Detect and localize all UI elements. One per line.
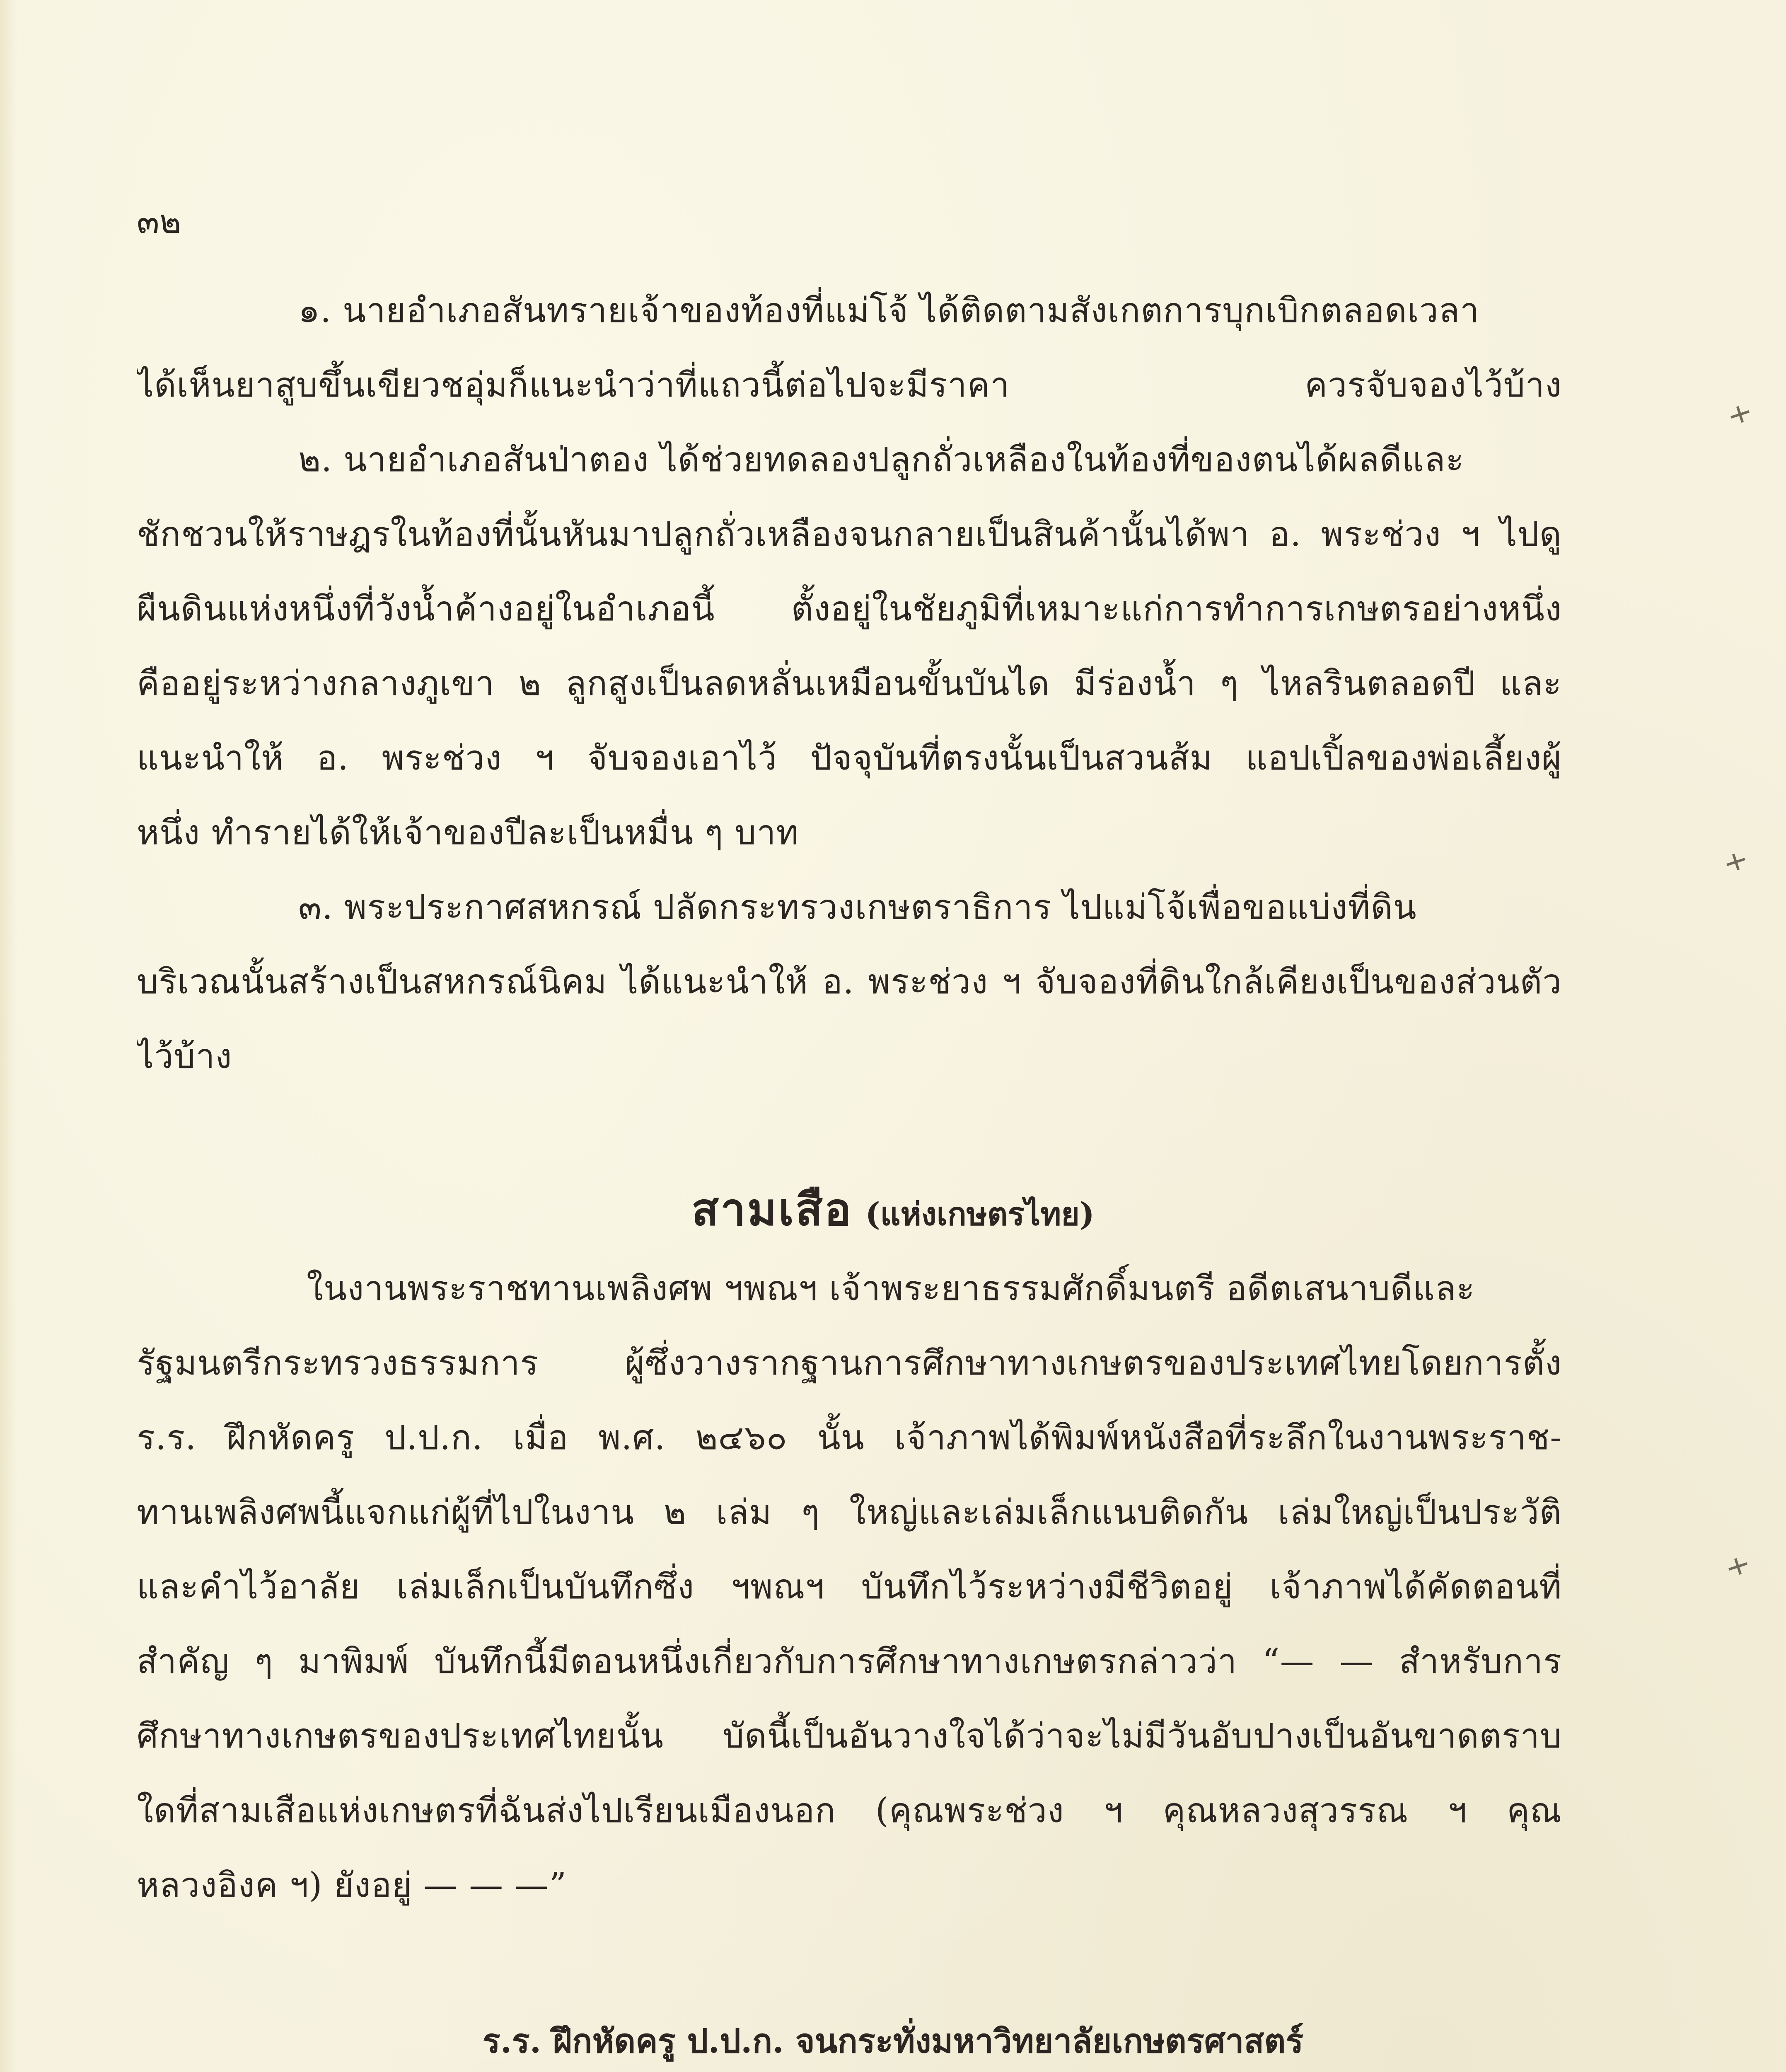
text-line: ๑. นายอำเภอสันทรายเจ้าของท้องที่แม่โจ้ ได้ติดตามสังเกตการบุกเบิกตลอดเวลา (298, 291, 1480, 330)
text-line: บริเวณนั้นสร้างเป็นสหกรณ์นิคม ได้แนะนำให้ อ. พระช่วง ฯ จับจองที่ดินใกล้เคียงเป็นของส่วนตัว (137, 962, 1562, 1002)
text-line: ไว้บ้าง (137, 1037, 232, 1076)
text-line: สำคัญ ๆ มาพิมพ์ บันทึกนี้มีตอนหนึ่งเกี่ยวกับการศึกษาทางเกษตรกล่าวว่า “— — สำหรับการ (137, 1642, 1562, 1681)
section-subheading: ร.ร. ฝึกหัดครู ป.ป.ก. จนกระทั่งมหาวิทยาลัยเกษตรศาสตร์ (482, 2021, 1304, 2060)
heading-subtitle: (แห่งเกษตรไทย) (865, 1196, 1095, 1232)
text-line: ๓. พระประกาศสหกรณ์ ปลัดกระทรวงเกษตราธิการ ไปแม่โจ้เพื่อขอแบ่งที่ดิน (298, 888, 1417, 927)
page-number: ๓๒ (137, 202, 181, 241)
text-line: ได้เห็นยาสูบขึ้นเขียวชอุ่มก็แนะนำว่าที่แถวนี้ต่อไปจะมีราคา ควรจับจองไว้บ้าง (137, 366, 1562, 405)
text-line: รัฐมนตรีกระทรวงธรรมการ ผู้ซึ่งวางรากฐานการศึกษาทางเกษตรของประเทศไทยโดยการตั้ง (137, 1343, 1562, 1383)
text-line: คืออยู่ระหว่างกลางภูเขา ๒ ลูกสูงเป็นลดหลั่นเหมือนขั้นบันได มีร่องน้ำ ๆ ไหลรินตลอดปี และ (137, 664, 1562, 703)
section-heading (0, 1177, 1786, 1243)
text-line: ในงานพระราชทานเพลิงศพ ฯพณฯ เจ้าพระยาธรรมศักดิ์มนตรี อดีตเสนาบดีและ (307, 1269, 1475, 1308)
text-line: ทานเพลิงศพนี้แจกแก่ผู้ที่ไปในงาน ๒ เล่ม ๆ ใหญ่และเล่มเล็กแนบติดกัน เล่มใหญ่เป็นประวัติ (137, 1493, 1562, 1532)
text-line: ศึกษาทางเกษตรของประเทศไทยนั้น บัดนี้เป็นอันวางใจได้ว่าจะไม่มีวันอับปางเป็นอันขาดตราบ (137, 1716, 1562, 1756)
text-line: ใดที่สามเสือแห่งเกษตรที่ฉันส่งไปเรียนเมืองนอก (คุณพระช่วง ฯ คุณหลวงสุวรรณ ฯ คุณ (137, 1791, 1562, 1830)
text-line: ชักชวนให้ราษฎรในท้องที่นั้นหันมาปลูกถั่วเหลืองจนกลายเป็นสินค้านั้นได้พา อ. พระช่วง ฯ ไปดู (137, 515, 1562, 554)
text-line: ๒. นายอำเภอสันป่าตอง ได้ช่วยทดลองปลูกถั่วเหลืองในท้องที่ของตนได้ผลดีและ (298, 440, 1465, 479)
heading-title: สามเสือ (691, 1184, 853, 1236)
text-line: ร.ร. ฝึกหัดครู ป.ป.ก. เมื่อ พ.ศ. ๒๔๖๐ นั้น เจ้าภาพได้พิมพ์หนังสือที่ระลึกในงานพระราช- (137, 1418, 1562, 1457)
text-line: หนึ่ง ทำรายได้ให้เจ้าของปีละเป็นหมื่น ๆ บาท (137, 813, 799, 852)
page-edge-shadow (0, 0, 17, 2072)
text-line: ผืนดินแห่งหนึ่งที่วังน้ำค้างอยู่ในอำเภอนี้ ตั้งอยู่ในชัยภูมิที่เหมาะแก่การทำการเกษตรอย่างหนึ่ง (137, 589, 1562, 629)
text-line: และคำไว้อาลัย เล่มเล็กเป็นบันทึกซึ่ง ฯพณฯ บันทึกไว้ระหว่างมีชีวิตอยู่ เจ้าภาพได้คัดตอนที่ (137, 1567, 1562, 1607)
text-line: หลวงอิงค ฯ) ยังอยู่ — — —” (137, 1866, 567, 1905)
text-line: แนะนำให้ อ. พระช่วง ฯ จับจองเอาไว้ ปัจจุบันที่ตรงนั้นเป็นสวนส้ม แอปเปิ้ลของพ่อเลี้ยงผู้ (137, 738, 1562, 778)
